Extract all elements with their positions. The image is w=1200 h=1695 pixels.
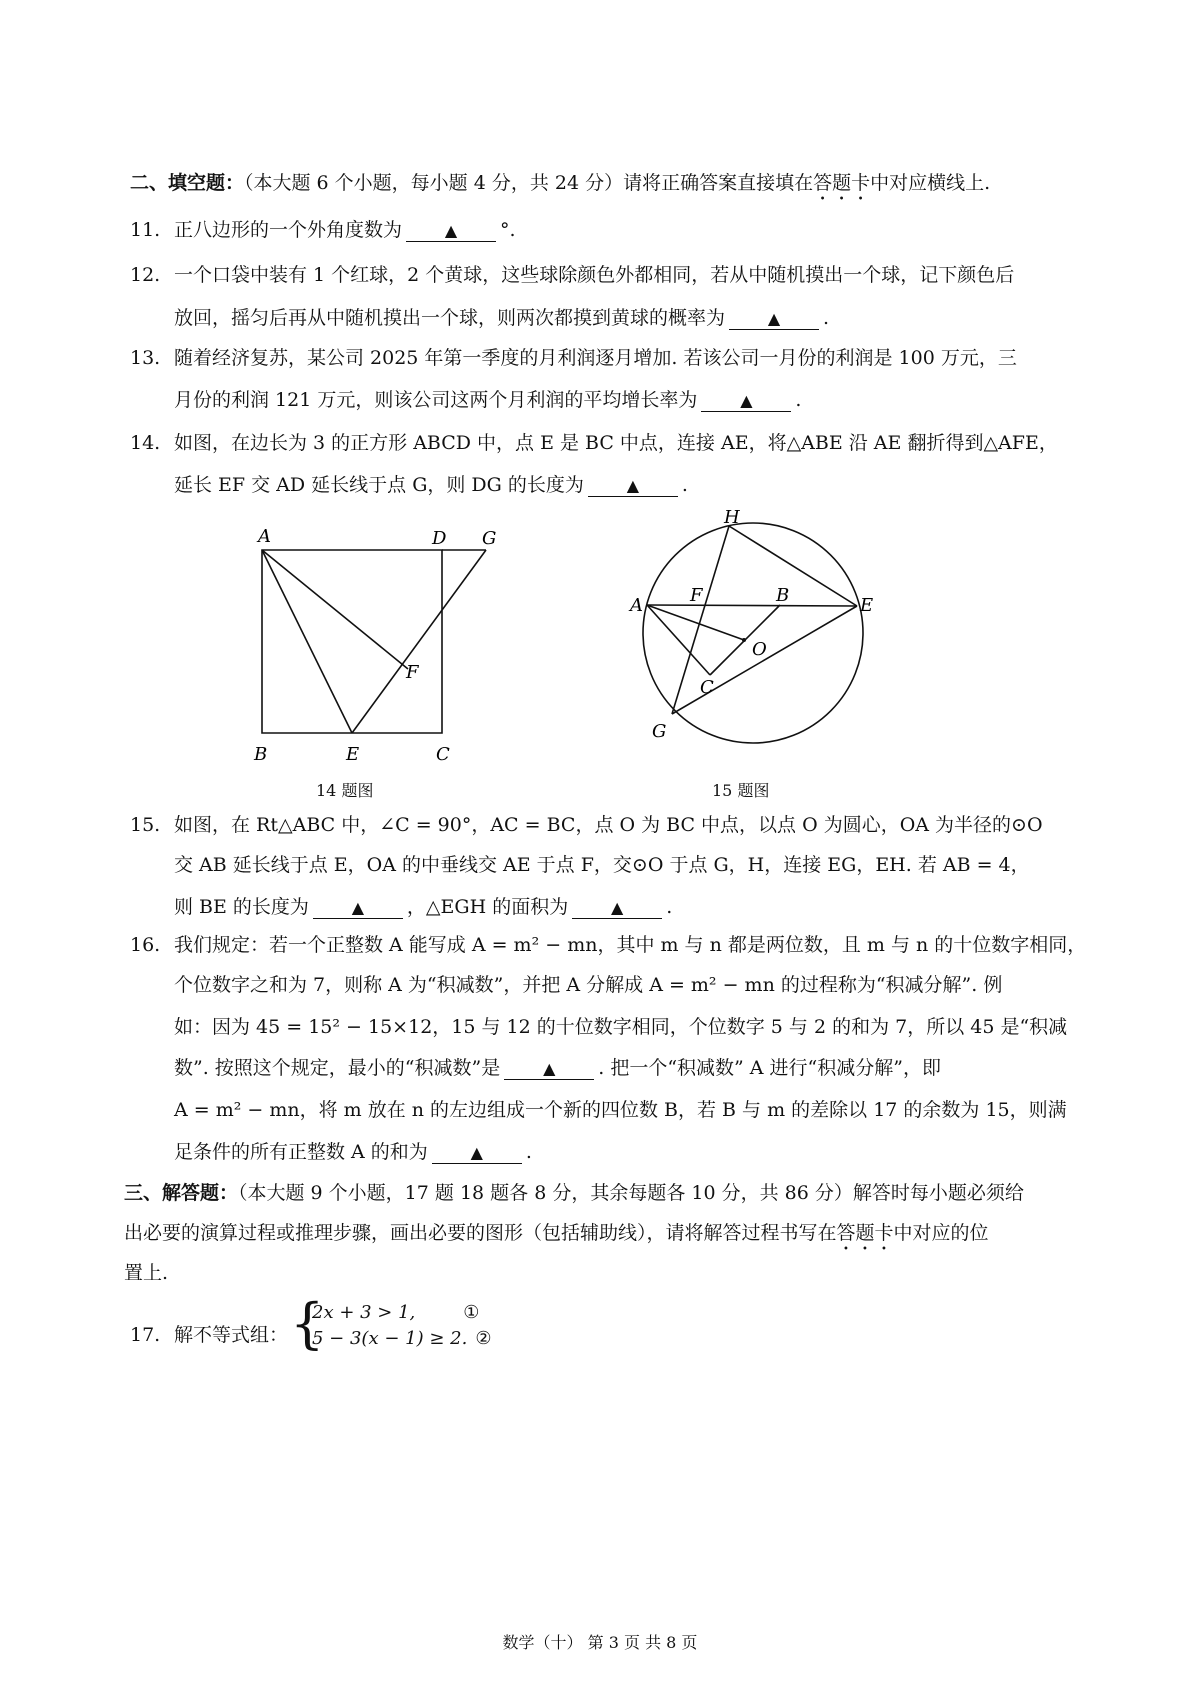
fig15-label-f: F [690,585,703,606]
section3-title: 三、解答题： [124,1182,239,1204]
fig14-label-d: D [432,528,447,549]
q12-after: . [823,307,830,329]
fig14-label-e: E [346,744,360,765]
q16-line1: 我们规定：若一个正整数 A 能写成 A = m² − mn，其中 m 与 n 都是两位数，且 m 与 n 的十位数字相同， [174,934,1087,956]
fig15-label-e: E [860,595,874,616]
q13-line2: 月份的利润 121 万元，则该公司这两个月利润的平均增长率为 [174,389,698,411]
answer-mark-icon: ▲ [611,898,624,917]
question-16-line1 [130,930,1086,960]
q17-inequality-system [290,1292,510,1360]
page-footer: 数学（十） 第 3 页 共 8 页 [502,1633,698,1652]
section3-line3-text: 置上. [124,1262,169,1284]
fig14-segment-eg [352,550,486,733]
fig15-label-o: O [752,639,767,660]
fig14-label-f: F [406,662,419,683]
q17-mark-1: ① [463,1302,480,1323]
section3-line2 [124,1218,989,1255]
fig14-caption: 14 题图 [316,781,374,800]
fig14-square [262,550,442,733]
fig14-segment-af [262,550,408,669]
answer-mark-icon: ▲ [543,1059,556,1078]
question-16-line6 [174,1137,532,1167]
question-13-line1 [130,343,1017,373]
question-16-line4 [174,1053,941,1083]
question-15-line1 [130,810,1043,840]
question-13-line2 [174,385,801,415]
q11-text: 正八边形的一个外角度数为 [174,219,403,241]
q11-after: °. [500,219,516,241]
answer-mark-icon: ▲ [740,391,753,410]
q17-text: 解不等式组： [174,1324,289,1346]
answer-mark-icon: ▲ [470,1143,483,1162]
q16-line4b: . 把一个“积减数” A 进行“积减分解”，即 [598,1057,941,1079]
fig15-segment-he [729,526,857,606]
q15-line2: 交 AB 延长线于点 E，OA 的中垂线交 AE 于点 F，交⊙O 于点 G，H，连接 EG，EH. 若 AB = 4， [174,854,1030,876]
q12-line2: 放回，摇匀后再从中随机摸出一个球，则两次都摸到黄球的概率为 [174,307,726,329]
section2-desc-emph: 答题卡 [813,172,871,194]
figure-14 [240,520,530,770]
question-17 [130,1320,288,1350]
q15-line3a: 则 BE 的长度为 [174,896,309,918]
q14-answer-blank[interactable] [588,475,678,497]
q14-number: 14. [130,432,161,454]
q15-answer-blank-be[interactable] [313,897,403,919]
q12-number: 12. [130,264,161,286]
question-15-line3 [174,892,672,922]
question-16-line2 [174,970,1002,1000]
answer-mark-icon: ▲ [444,221,458,240]
q16-line6a: 足条件的所有正整数 A 的和为 [174,1141,428,1163]
fig15-point-o [742,638,746,642]
section3-line2-before: 出必要的演算过程或推理步骤，画出必要的图形（包括辅助线），请将解答过程书写在 [124,1222,837,1244]
section2-desc-before: （本大题 6 个小题，每小题 4 分，共 24 分）请将正确答案直接填在 [244,172,814,194]
brace-icon: { [290,1292,325,1355]
q16-after: . [525,1141,532,1163]
section2-title: 二、填空题： [130,172,245,194]
q16-line5: A = m² − mn，将 m 放在 n 的左边组成一个新的四位数 B，若 B 与 m 的差除以 17 的余数为 15，则满 [174,1099,1067,1121]
answer-mark-icon: ▲ [351,898,365,917]
section3-line3 [124,1258,168,1288]
question-12-line1 [130,260,1014,290]
section3-line1-text: （本大题 9 个小题，17 题 18 题各 8 分，其余每题各 10 分，共 86 分）解答时每小题必须给 [238,1182,1024,1204]
section2-desc-after: 中对应横线上. [870,172,991,194]
q16-line3: 如：因为 45 = 15² − 15×12，15 与 12 的十位数字相同，个位数字 5 与 2 的和为 7，所以 45 是“积减 [174,1016,1068,1038]
q17-inequality-2: 5 − 3(x − 1) ≥ 2. ② [312,1328,492,1349]
q17-inequality-1: 2x + 3 > 1, ① [312,1302,480,1323]
question-15-line2 [174,850,1030,880]
q12-answer-blank[interactable] [729,308,819,330]
q14-line2: 延长 EF 交 AD 延长线于点 G，则 DG 的长度为 [174,474,584,496]
question-16-line5 [174,1095,1067,1125]
fig15-label-b: B [776,585,790,606]
q14-after: . [681,474,688,496]
figure-15 [620,505,890,765]
fig14-label-a: A [258,526,271,547]
q11-number: 11. [130,219,161,241]
question-14-line2 [174,470,688,500]
q17-number: 17. [130,1324,161,1346]
q15-after: . [666,896,673,918]
q13-answer-blank[interactable] [701,390,791,412]
fig15-label-a: A [630,595,643,616]
q15-number: 15. [130,814,161,836]
section3-line2-emph: 答题卡 [836,1222,894,1244]
question-11 [130,215,516,245]
question-12-line2 [174,303,829,333]
section3-line2-after: 中对应的位 [893,1222,989,1244]
q13-line1: 随着经济复苏，某公司 2025 年第一季度的月利润逐月增加. 若该公司一月份的利润是 100 万元，三 [174,347,1017,369]
question-16-line3 [174,1012,1067,1042]
q16-answer-blank-sum[interactable] [432,1142,522,1164]
q14-line1: 如图，在边长为 3 的正方形 ABCD 中，点 E 是 BC 中点，连接 AE，将△ABE 沿 AE 翻折得到△AFE， [174,432,1058,454]
fig15-caption: 15 题图 [712,781,770,800]
q15-answer-blank-area[interactable] [572,897,662,919]
q16-answer-blank-min[interactable] [504,1058,594,1080]
q13-after: . [795,389,802,411]
fig14-segment-ae [262,550,352,733]
section2-heading [130,168,990,205]
q16-number: 16. [130,934,161,956]
q16-line2: 个位数字之和为 7，则称 A 为“积减数”，并把 A 分解成 A = m² − mn 的过程称为“积减分解”. 例 [174,974,1003,996]
q16-line4a: 数”. 按照这个规定，最小的“积减数”是 [174,1057,501,1079]
question-14-line1 [130,428,1058,458]
q17-mark-2: ② [475,1328,492,1349]
fig14-label-g: G [482,528,497,549]
q13-number: 13. [130,347,161,369]
q15-line1: 如图，在 Rt△ABC 中，∠C = 90°，AC = BC，点 O 为 BC 中点，以点 O 为圆心，OA 为半径的⊙O [174,814,1043,836]
fig15-label-c: C [700,677,714,698]
fig14-label-b: B [254,744,268,765]
q15-line3b: ，△EGH 的面积为 [406,896,569,918]
section3-line1 [124,1178,1024,1208]
q11-answer-blank[interactable] [406,220,496,242]
fig14-label-c: C [436,744,450,765]
answer-mark-icon: ▲ [626,476,640,495]
answer-mark-icon: ▲ [767,309,781,328]
fig15-label-g: G [652,721,667,742]
fig15-segment-ac [647,605,710,675]
fig15-segment-ae [647,605,857,606]
fig15-label-h: H [724,507,740,528]
q12-line1: 一个口袋中装有 1 个红球，2 个黄球，这些球除颜色外都相同，若从中随机摸出一个球，记下颜色后 [174,264,1015,286]
